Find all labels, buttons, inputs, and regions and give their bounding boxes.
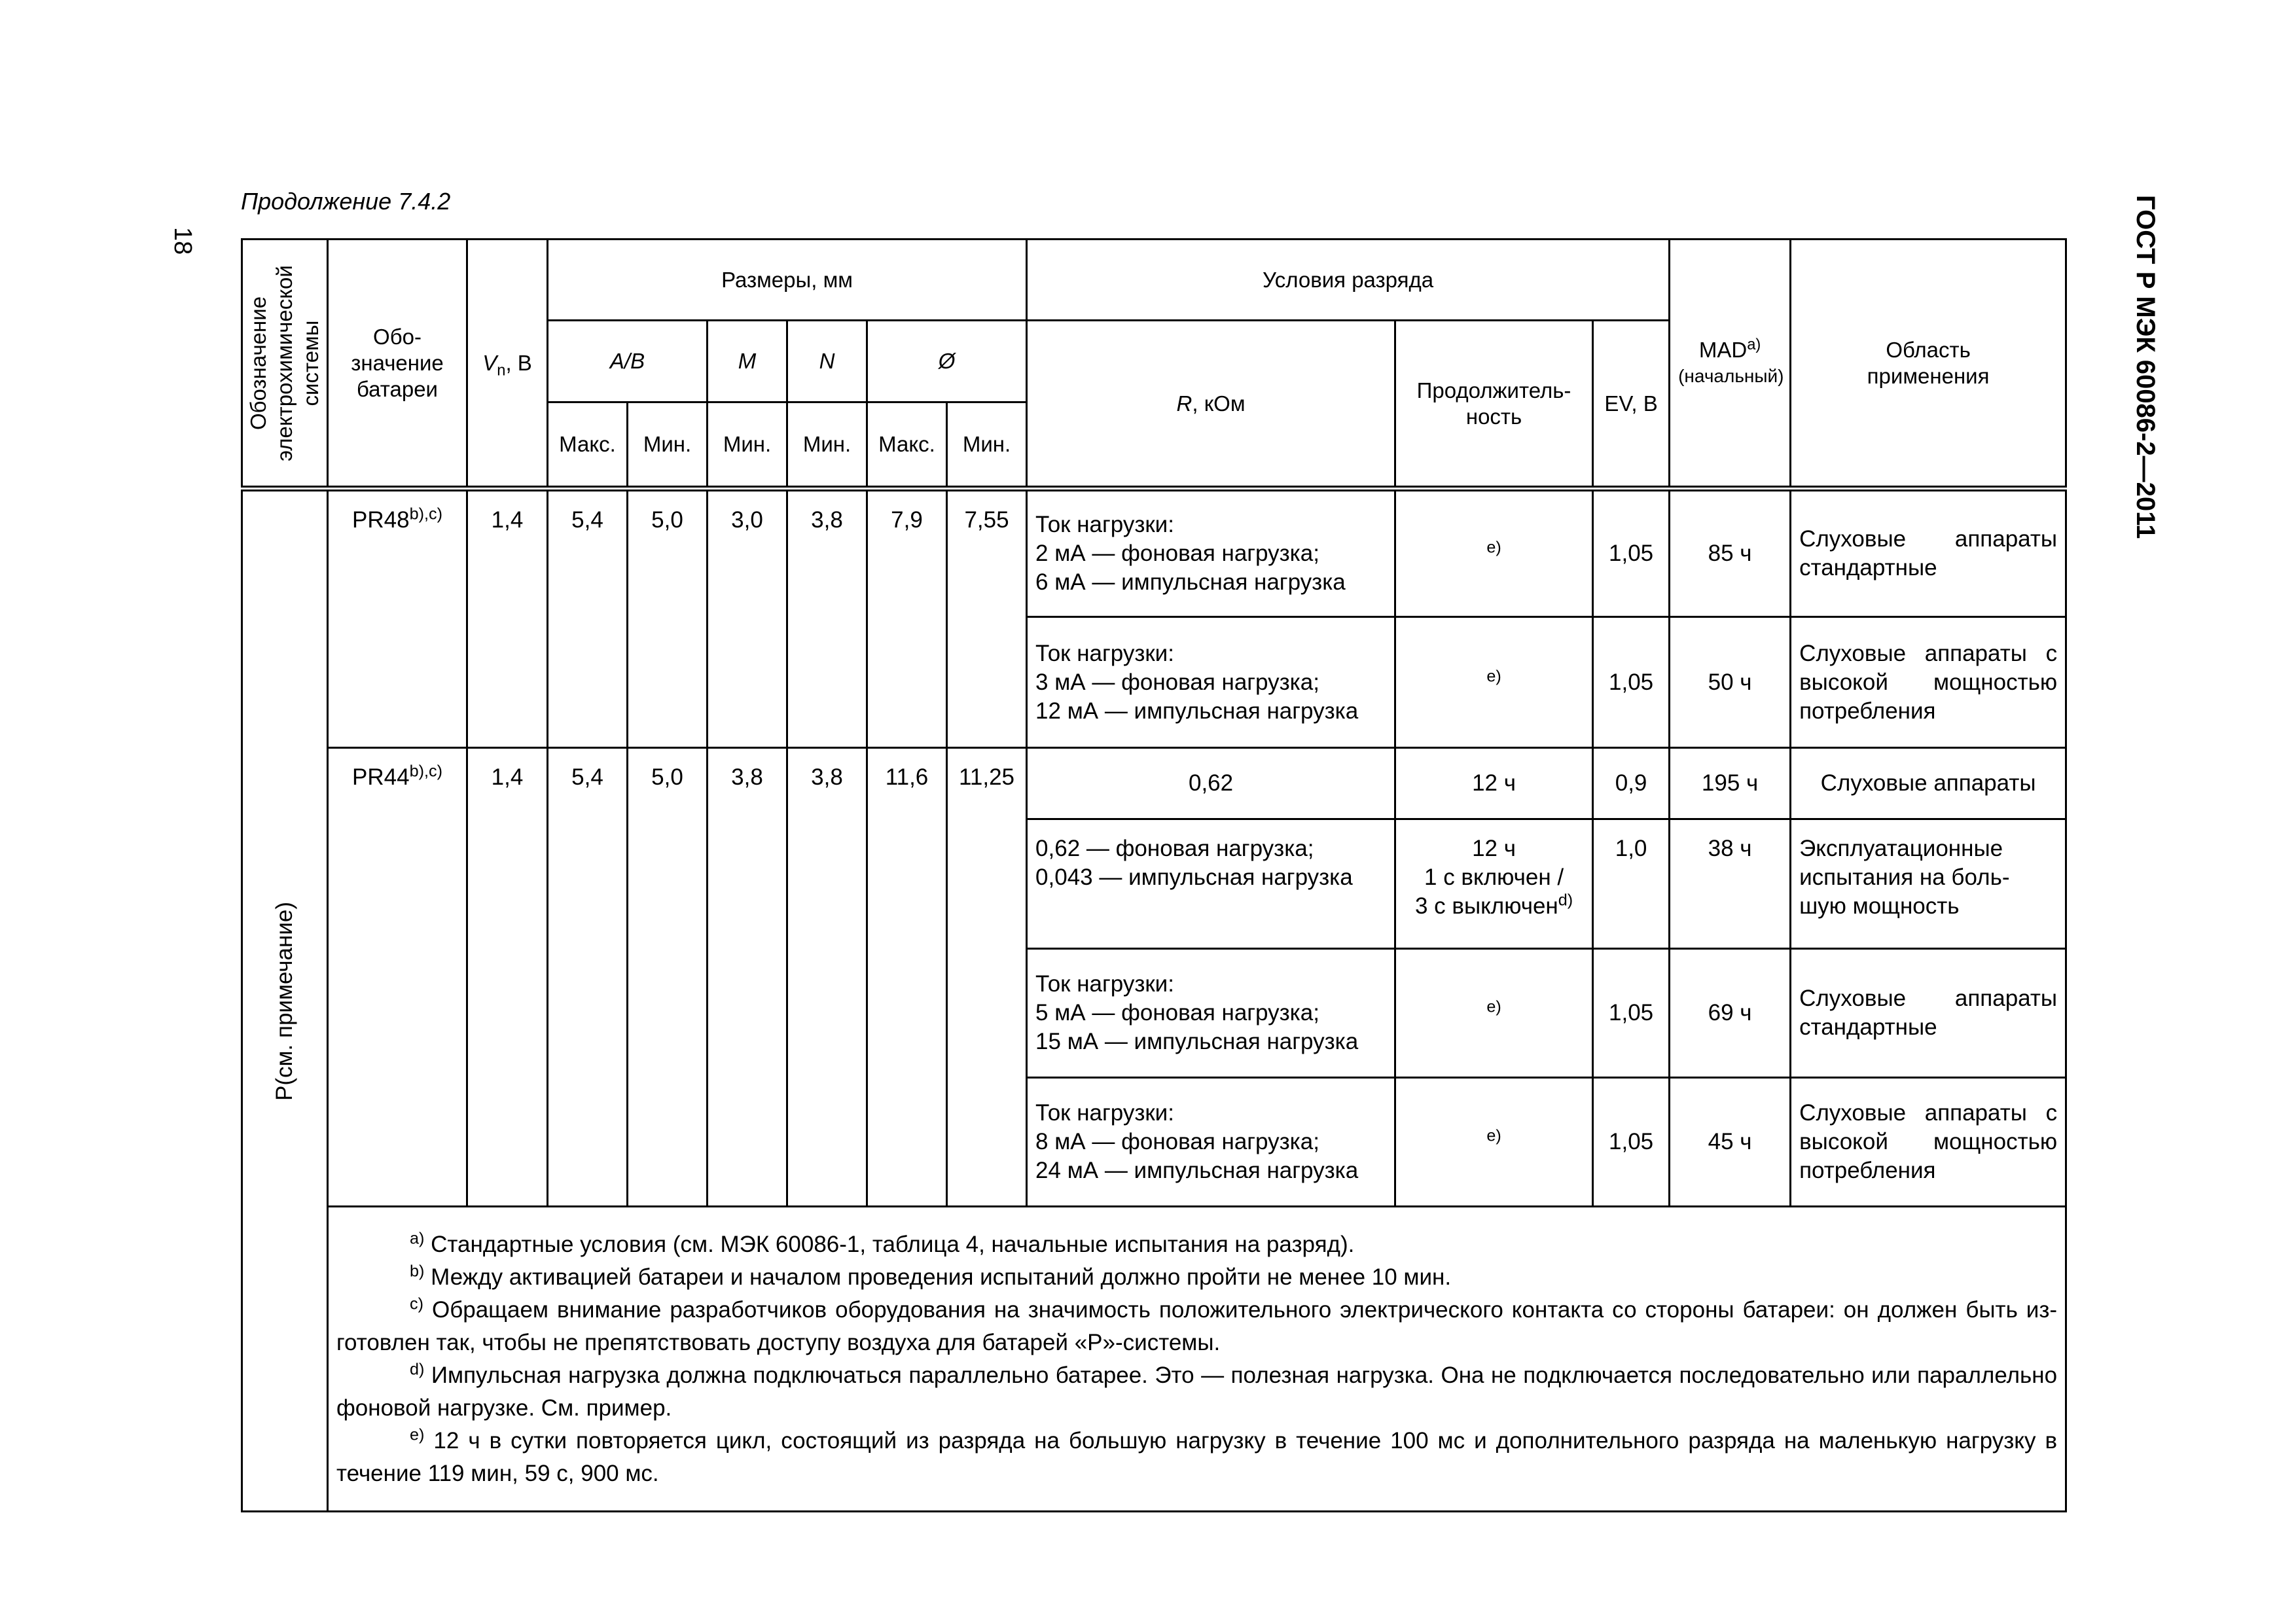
header-ab-max: Макс. xyxy=(548,402,628,489)
header-ab-min: Мин. xyxy=(628,402,708,489)
header-discharge: Условия разряда xyxy=(1027,240,1670,321)
application-value: Слуховые аппараты стандартные xyxy=(1791,949,2066,1078)
footnote-a: $^{a)}$ Стандартные условия (см. МЭК 60086-1, таблица 4, начальные испытания на разряд). xyxy=(410,1228,1355,1257)
header-ab: A/B xyxy=(548,321,708,402)
diam-min-value: 7,55 xyxy=(947,489,1027,748)
ev-value: 1,05 xyxy=(1593,1078,1670,1207)
header-ev: EV, В xyxy=(1593,321,1670,489)
ev-value: 1,05 xyxy=(1593,617,1670,748)
application-value: Слуховые аппараты стандартные xyxy=(1791,489,2066,617)
header-vn: $V_n$, В xyxy=(467,240,548,489)
ab-max-value: 5,4 xyxy=(548,489,628,748)
ev-value: 1,0 xyxy=(1593,819,1670,949)
mad-value: 38 ч xyxy=(1670,819,1791,949)
r-value: 0,62 — фоновая нагрузка; 0,043 — импульсная нагрузка xyxy=(1027,819,1395,949)
n-min-value: 3,8 xyxy=(787,489,867,748)
duration-value: e) xyxy=(1395,617,1593,748)
table-row xyxy=(242,748,2066,819)
battery-designation: $PR44^{b),c)}$ xyxy=(328,748,467,1207)
header-row-1 xyxy=(242,240,2066,321)
diam-max-value: 7,9 xyxy=(867,489,947,748)
footnotes-row xyxy=(242,1207,2066,1512)
ab-min-value: 5,0 xyxy=(628,748,708,1207)
header-n: N xyxy=(787,321,867,402)
duration-value: e) xyxy=(1395,489,1593,617)
battery-designation: $PR48^{b),c)}$ xyxy=(328,489,467,748)
standard-code: ГОСТ Р МЭК 60086-2—2011 xyxy=(2131,195,2160,539)
vn-value: 1,4 xyxy=(467,748,548,1207)
header-dimensions: Размеры, мм xyxy=(548,240,1027,321)
mad-value: 45 ч xyxy=(1670,1078,1791,1207)
m-min-value: 3,8 xyxy=(708,748,787,1207)
header-diam-max: Макс. xyxy=(867,402,947,489)
ab-max-value: 5,4 xyxy=(548,748,628,1207)
diam-min-value: 11,25 xyxy=(947,748,1027,1207)
header-duration: Продолжитель- ность xyxy=(1395,321,1593,489)
r-value: Ток нагрузки: 3 мА — фоновая нагрузка; 12 мА — импульсная нагрузка xyxy=(1027,617,1395,748)
mad-value: 50 ч xyxy=(1670,617,1791,748)
ev-value: 1,05 xyxy=(1593,489,1670,617)
r-value: Ток нагрузки: 5 мА — фоновая нагрузка; 15 мА — импульсная нагрузка xyxy=(1027,949,1395,1078)
footnote-b: $^{b)}$ Между активацией батареи и началом проведения испытаний должно пройти не менее 10 мин. xyxy=(410,1261,1452,1290)
footnote-d: $^{d)}$ Импульсная нагрузка должна подключаться параллельно батарее. Это — полезная нагрузка. Она не подключается последовательно или параллельно фоновой нагрузке. См. пример. xyxy=(336,1359,2058,1421)
header-r: R, кОм xyxy=(1027,321,1395,489)
application-value: Слуховые аппараты с высокой мощностью потребления xyxy=(1791,1078,2066,1207)
header-n-min: Мин. xyxy=(787,402,867,489)
ev-value: 1,05 xyxy=(1593,949,1670,1078)
header-m-min: Мин. xyxy=(708,402,787,489)
r-value: Ток нагрузки: 8 мА — фоновая нагрузка; 24 мА — импульсная нагрузка xyxy=(1027,1078,1395,1207)
m-min-value: 3,0 xyxy=(708,489,787,748)
application-value: Слуховые аппараты с высокой мощностью потребления xyxy=(1791,617,2066,748)
header-m: M xyxy=(708,321,787,402)
header-system: Обозначение электрохимической системы xyxy=(242,240,328,489)
battery-spec-table xyxy=(241,238,2067,1512)
mad-value: 85 ч xyxy=(1670,489,1791,617)
footnotes xyxy=(328,1207,2066,1512)
table-row xyxy=(242,489,2066,617)
ab-min-value: 5,0 xyxy=(628,489,708,748)
duration-value: 12 ч 1 с включен / 3 с выключен$^{d)}$ xyxy=(1395,819,1593,949)
continuation-title: Продолжение 7.4.2 xyxy=(241,188,451,215)
mad-value: 69 ч xyxy=(1670,949,1791,1078)
page-number: 18 xyxy=(169,227,196,255)
duration-value: e) xyxy=(1395,1078,1593,1207)
header-battery: Обо- значение батареи xyxy=(328,240,467,489)
mad-value: 195 ч xyxy=(1670,748,1791,819)
header-mad: MAD$^{a)}$ (начальный) xyxy=(1670,240,1791,489)
n-min-value: 3,8 xyxy=(787,748,867,1207)
system-cell: P(см. примечание) xyxy=(242,489,328,1512)
vn-value: 1,4 xyxy=(467,489,548,748)
duration-value: 12 ч xyxy=(1395,748,1593,819)
application-value: Эксплуатационные испытания на боль- шую мощность xyxy=(1791,819,2066,949)
footnote-e: $^{e)}$ 12 ч в сутки повторяется цикл, состоящий из разряда на большую нагрузку в течение 100 мс и дополнительного разряда на маленькую нагрузку в течение 119 мин, 59 с, 900 мс. xyxy=(336,1425,2058,1486)
duration-value: e) xyxy=(1395,949,1593,1078)
ev-value: 0,9 xyxy=(1593,748,1670,819)
application-value: Слуховые аппараты xyxy=(1791,748,2066,819)
header-application: Область применения xyxy=(1791,240,2066,489)
footnote-c: $^{c)}$ Обращаем внимание разработчиков оборудования на значимость положительного электрического контакта со стороны батареи: он должен быть из- готовлен так, чтобы не препятствовать доступу воздуха для батарей «P»-системы. xyxy=(336,1294,2058,1355)
diam-max-value: 11,6 xyxy=(867,748,947,1207)
header-diam-min: Мин. xyxy=(947,402,1027,489)
r-value: 0,62 xyxy=(1027,748,1395,819)
r-value: Ток нагрузки: 2 мА — фоновая нагрузка; 6 мА — импульсная нагрузка xyxy=(1027,489,1395,617)
header-diameter: Ø xyxy=(867,321,1027,402)
